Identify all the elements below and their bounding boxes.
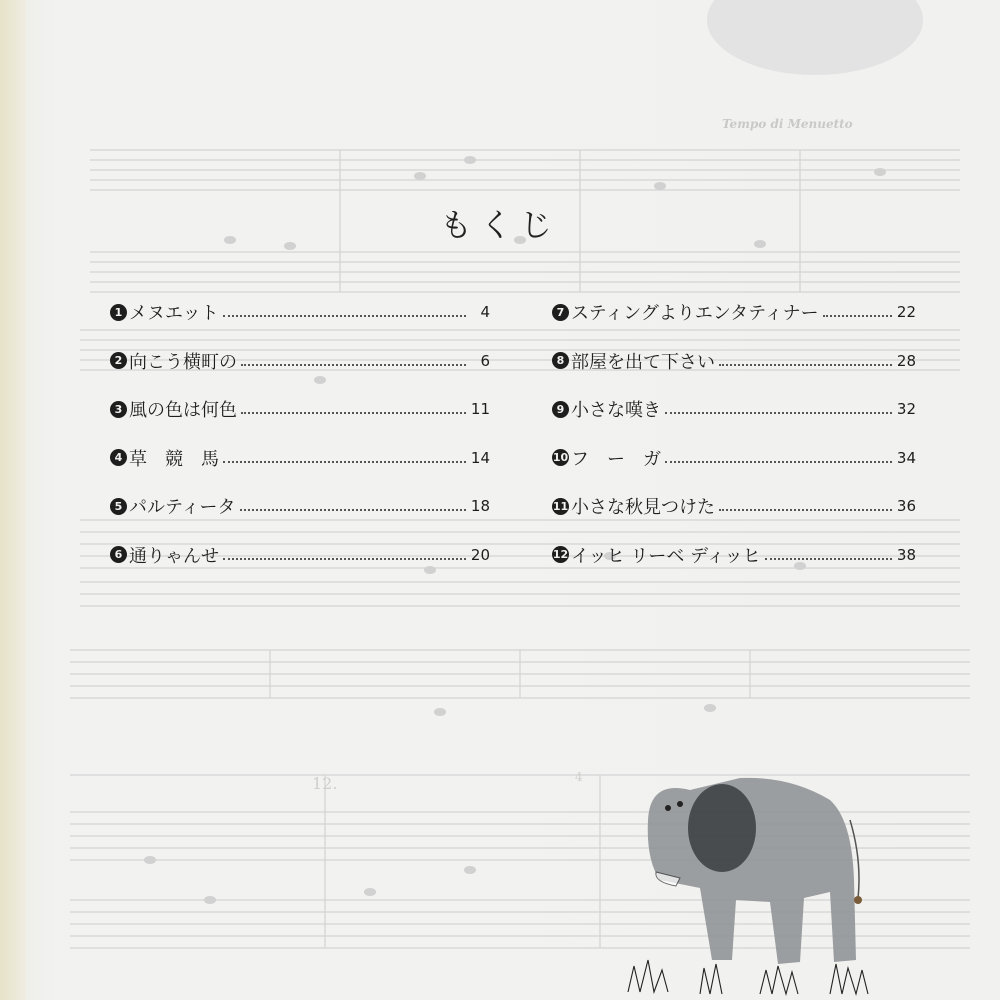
toc-entry xyxy=(552,434,916,483)
entry-number-badge: 4 xyxy=(110,449,127,466)
entry-title: フ ー ガ xyxy=(571,448,661,470)
dot-leader xyxy=(223,558,466,560)
entry-page-number: 28 xyxy=(896,351,916,370)
elephant-illustration xyxy=(628,778,868,994)
dot-leader xyxy=(823,315,892,317)
entry-page-number: 11 xyxy=(470,400,490,419)
dot-leader xyxy=(765,558,892,560)
entry-page-number: 34 xyxy=(896,448,916,467)
svg-text:4: 4 xyxy=(575,770,583,784)
dot-leader xyxy=(241,412,466,414)
toc-entry xyxy=(552,288,916,337)
dot-leader xyxy=(223,315,466,317)
entry-title: 部屋を出て下さい xyxy=(571,351,715,373)
entry-number-badge: 3 xyxy=(110,401,127,418)
dot-leader xyxy=(719,509,892,511)
tempo-marking: Tempo di Menuetto xyxy=(722,117,853,131)
entry-number-badge: 12 xyxy=(552,548,569,562)
page-title: もくじ xyxy=(439,206,560,244)
toc-entry xyxy=(552,337,916,386)
toc-entry xyxy=(552,531,916,580)
toc-entry xyxy=(110,482,490,531)
entry-number-badge: 2 xyxy=(110,352,127,369)
entry-title: 小さな嘆き xyxy=(571,400,661,422)
entry-number-badge: 7 xyxy=(552,304,569,321)
dot-leader xyxy=(240,509,466,511)
staff-system-3 xyxy=(70,650,970,698)
entry-page-number: 38 xyxy=(896,545,916,564)
entry-title: パルティータ xyxy=(129,497,236,519)
toc-entry xyxy=(110,385,490,434)
toc-right-column xyxy=(552,288,916,579)
toc-entry xyxy=(552,385,916,434)
toc-entry xyxy=(110,531,490,580)
entry-title: 向こう横町の xyxy=(129,351,237,373)
entry-title: イッヒ リーベ ディッヒ xyxy=(571,545,761,567)
entry-page-number: 18 xyxy=(470,497,490,516)
entry-page-number: 22 xyxy=(896,303,916,322)
entry-number-badge: 10 xyxy=(552,451,569,465)
entry-page-number: 36 xyxy=(896,497,916,516)
svg-text:12.: 12. xyxy=(312,774,338,793)
entry-title: 通りゃんせ xyxy=(129,545,219,567)
toc-entry xyxy=(552,482,916,531)
entry-page-number: 20 xyxy=(470,545,490,564)
entry-number-badge: 9 xyxy=(552,401,569,418)
toc-entry xyxy=(110,337,490,386)
dot-leader xyxy=(719,364,892,366)
entry-page-number: 6 xyxy=(480,351,490,370)
toc-entry xyxy=(110,434,490,483)
entry-title: スティングよりエンタティナー xyxy=(571,303,819,325)
entry-title: 小さな秋見つけた xyxy=(571,497,715,519)
entry-title: 風の色は何色 xyxy=(129,400,237,422)
toc-entry xyxy=(110,288,490,337)
entry-number-badge: 5 xyxy=(110,498,127,515)
entry-number-badge: 6 xyxy=(110,546,127,563)
entry-page-number: 32 xyxy=(896,400,916,419)
entry-page-number: 14 xyxy=(470,448,490,467)
entry-page-number: 4 xyxy=(480,303,490,322)
dot-leader xyxy=(241,364,466,366)
entry-title: 草 競 馬 xyxy=(129,448,219,470)
dot-leader xyxy=(665,461,892,463)
entry-number-badge: 1 xyxy=(110,304,127,321)
entry-title: メヌエット xyxy=(129,303,219,325)
entry-number-badge: 8 xyxy=(552,352,569,369)
entry-number-badge: 11 xyxy=(552,499,569,513)
dot-leader xyxy=(223,461,466,463)
dot-leader xyxy=(665,412,892,414)
toc-left-column xyxy=(110,288,490,579)
